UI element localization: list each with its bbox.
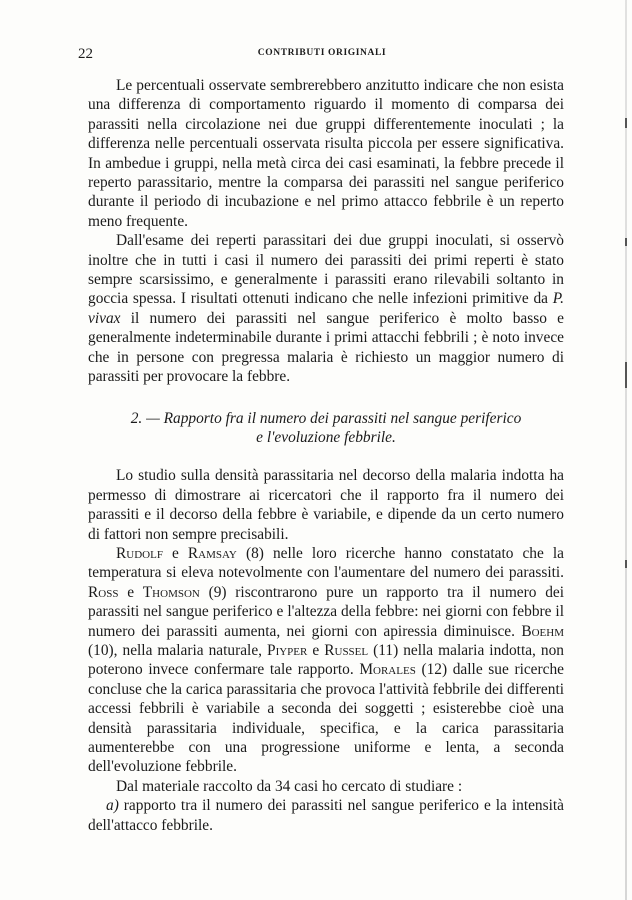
author-name: Ramsay bbox=[187, 544, 237, 562]
edge-mark bbox=[625, 118, 627, 128]
author-name: Piyper bbox=[267, 641, 308, 659]
paragraph-text: e bbox=[118, 583, 143, 601]
paragraph bbox=[88, 544, 564, 777]
body-text bbox=[88, 76, 564, 835]
paragraph-text: (10), nella malaria naturale, bbox=[88, 641, 268, 659]
paragraph: Lo studio sulla densità parassitaria nel decorso della malaria indotta ha permesso di dimostrare ai ricercatori che il rapporto fra il numero dei parassiti e il decorso della febbre è variabile, e dipende da un certo numero di fattori non sempre precisabili. bbox=[88, 467, 564, 543]
paragraph-text: (8) nelle loro ricerche hanno constatato che la temperatura si eleva notevolmente con l'aumentare del numero dei parassiti. bbox=[88, 544, 565, 582]
list-label: a) bbox=[106, 797, 119, 815]
edge-mark bbox=[625, 362, 627, 388]
paragraph-text: (12) dalle sue ricerche concluse che la carica parassitaria che provoca l'attività febbrile dei differenti accessi febbrili è variabile a seconda dei soggetti ; esisterebbe cioè una densità parassitaria individuale, specifica, e la carica parassitaria aumenterebbe con una progressione uniforme e lenta, a seconda dell'evoluzione febbrile. bbox=[88, 661, 564, 776]
paragraph-text: Dall'esame dei reperti parassitari dei due gruppi inoculati, si osservò inoltre che in tutti i casi il numero dei parassiti dei primi reperti è stato sempre scarsissimo, e generalmente i parassiti erano rilevabili soltanto in goccia spessa. I risultati ottenuti indicano che nelle infezioni primitive da bbox=[88, 232, 564, 308]
page-header bbox=[78, 46, 566, 64]
author-name: Thomson bbox=[142, 583, 200, 601]
section-heading-line: e l'evoluzione febbrile. bbox=[256, 428, 396, 446]
paragraph-text: e bbox=[307, 641, 325, 659]
paragraph-text: e bbox=[162, 544, 188, 562]
species-name: P. vivax bbox=[88, 290, 564, 327]
list-item-text: rapporto tra il numero dei parassiti nel sangue periferico e la intensità dell'attacco febbrile. bbox=[88, 797, 564, 834]
edge-mark bbox=[625, 560, 627, 568]
paragraph-text: (11) nella malaria indotta, non poterono invece confermare tale rapporto. bbox=[88, 641, 565, 679]
paragraph-text: il numero dei parassiti nel sangue periferico è molto basso e generalmente indeterminabile durante i primi attacchi febbrili ; è noto invece che in persone con pregressa malaria è richiesto un maggior numero di parassiti per provocare la febbre. bbox=[88, 309, 564, 386]
list-item bbox=[88, 796, 564, 835]
author-name: Ross bbox=[88, 583, 119, 601]
paragraph bbox=[88, 231, 564, 386]
running-title: CONTRIBUTI ORIGINALI bbox=[257, 48, 387, 58]
page-edge-shadow bbox=[625, 0, 627, 900]
paragraph: Le percentuali osservate sembrerebbero anzitutto indicare che non esista una differenza di comportamento riguardo il momento di comparsa dei parassiti nella circolazione nei due gruppi differentemente inoculati ; la differenza nelle percentuali osservata risulta piccola per essere significativa. In ambedue i gruppi, nella metà circa dei casi esaminati, la febbre precede il reperto parassitario, mentre la comparsa dei parassiti nel sangue periferico durante il periodo di incubazione e nel primo attacco febbrile è un reperto meno frequente. bbox=[88, 77, 564, 230]
paragraph-text: (9) riscontrarono pure un rapporto tra il numero dei parassiti nel sangue periferico e l'altezza della febbre: nei giorni con febbre il numero dei parassiti aumenta, nei giorni con apiressia diminuisce. bbox=[88, 583, 565, 640]
section-heading-line: 2. — Rapporto fra il numero dei parassiti nel sangue periferico bbox=[130, 409, 522, 427]
author-name: Boehm bbox=[521, 622, 564, 640]
paragraph: Dal materiale raccolto da 34 casi ho cercato di studiare : bbox=[116, 777, 463, 795]
page-number: 22 bbox=[78, 46, 93, 62]
section-heading bbox=[88, 409, 564, 448]
author-name: Morales bbox=[359, 661, 416, 679]
edge-mark bbox=[625, 238, 627, 246]
author-name: Rudolf bbox=[116, 544, 163, 562]
author-name: Russel bbox=[324, 641, 369, 659]
